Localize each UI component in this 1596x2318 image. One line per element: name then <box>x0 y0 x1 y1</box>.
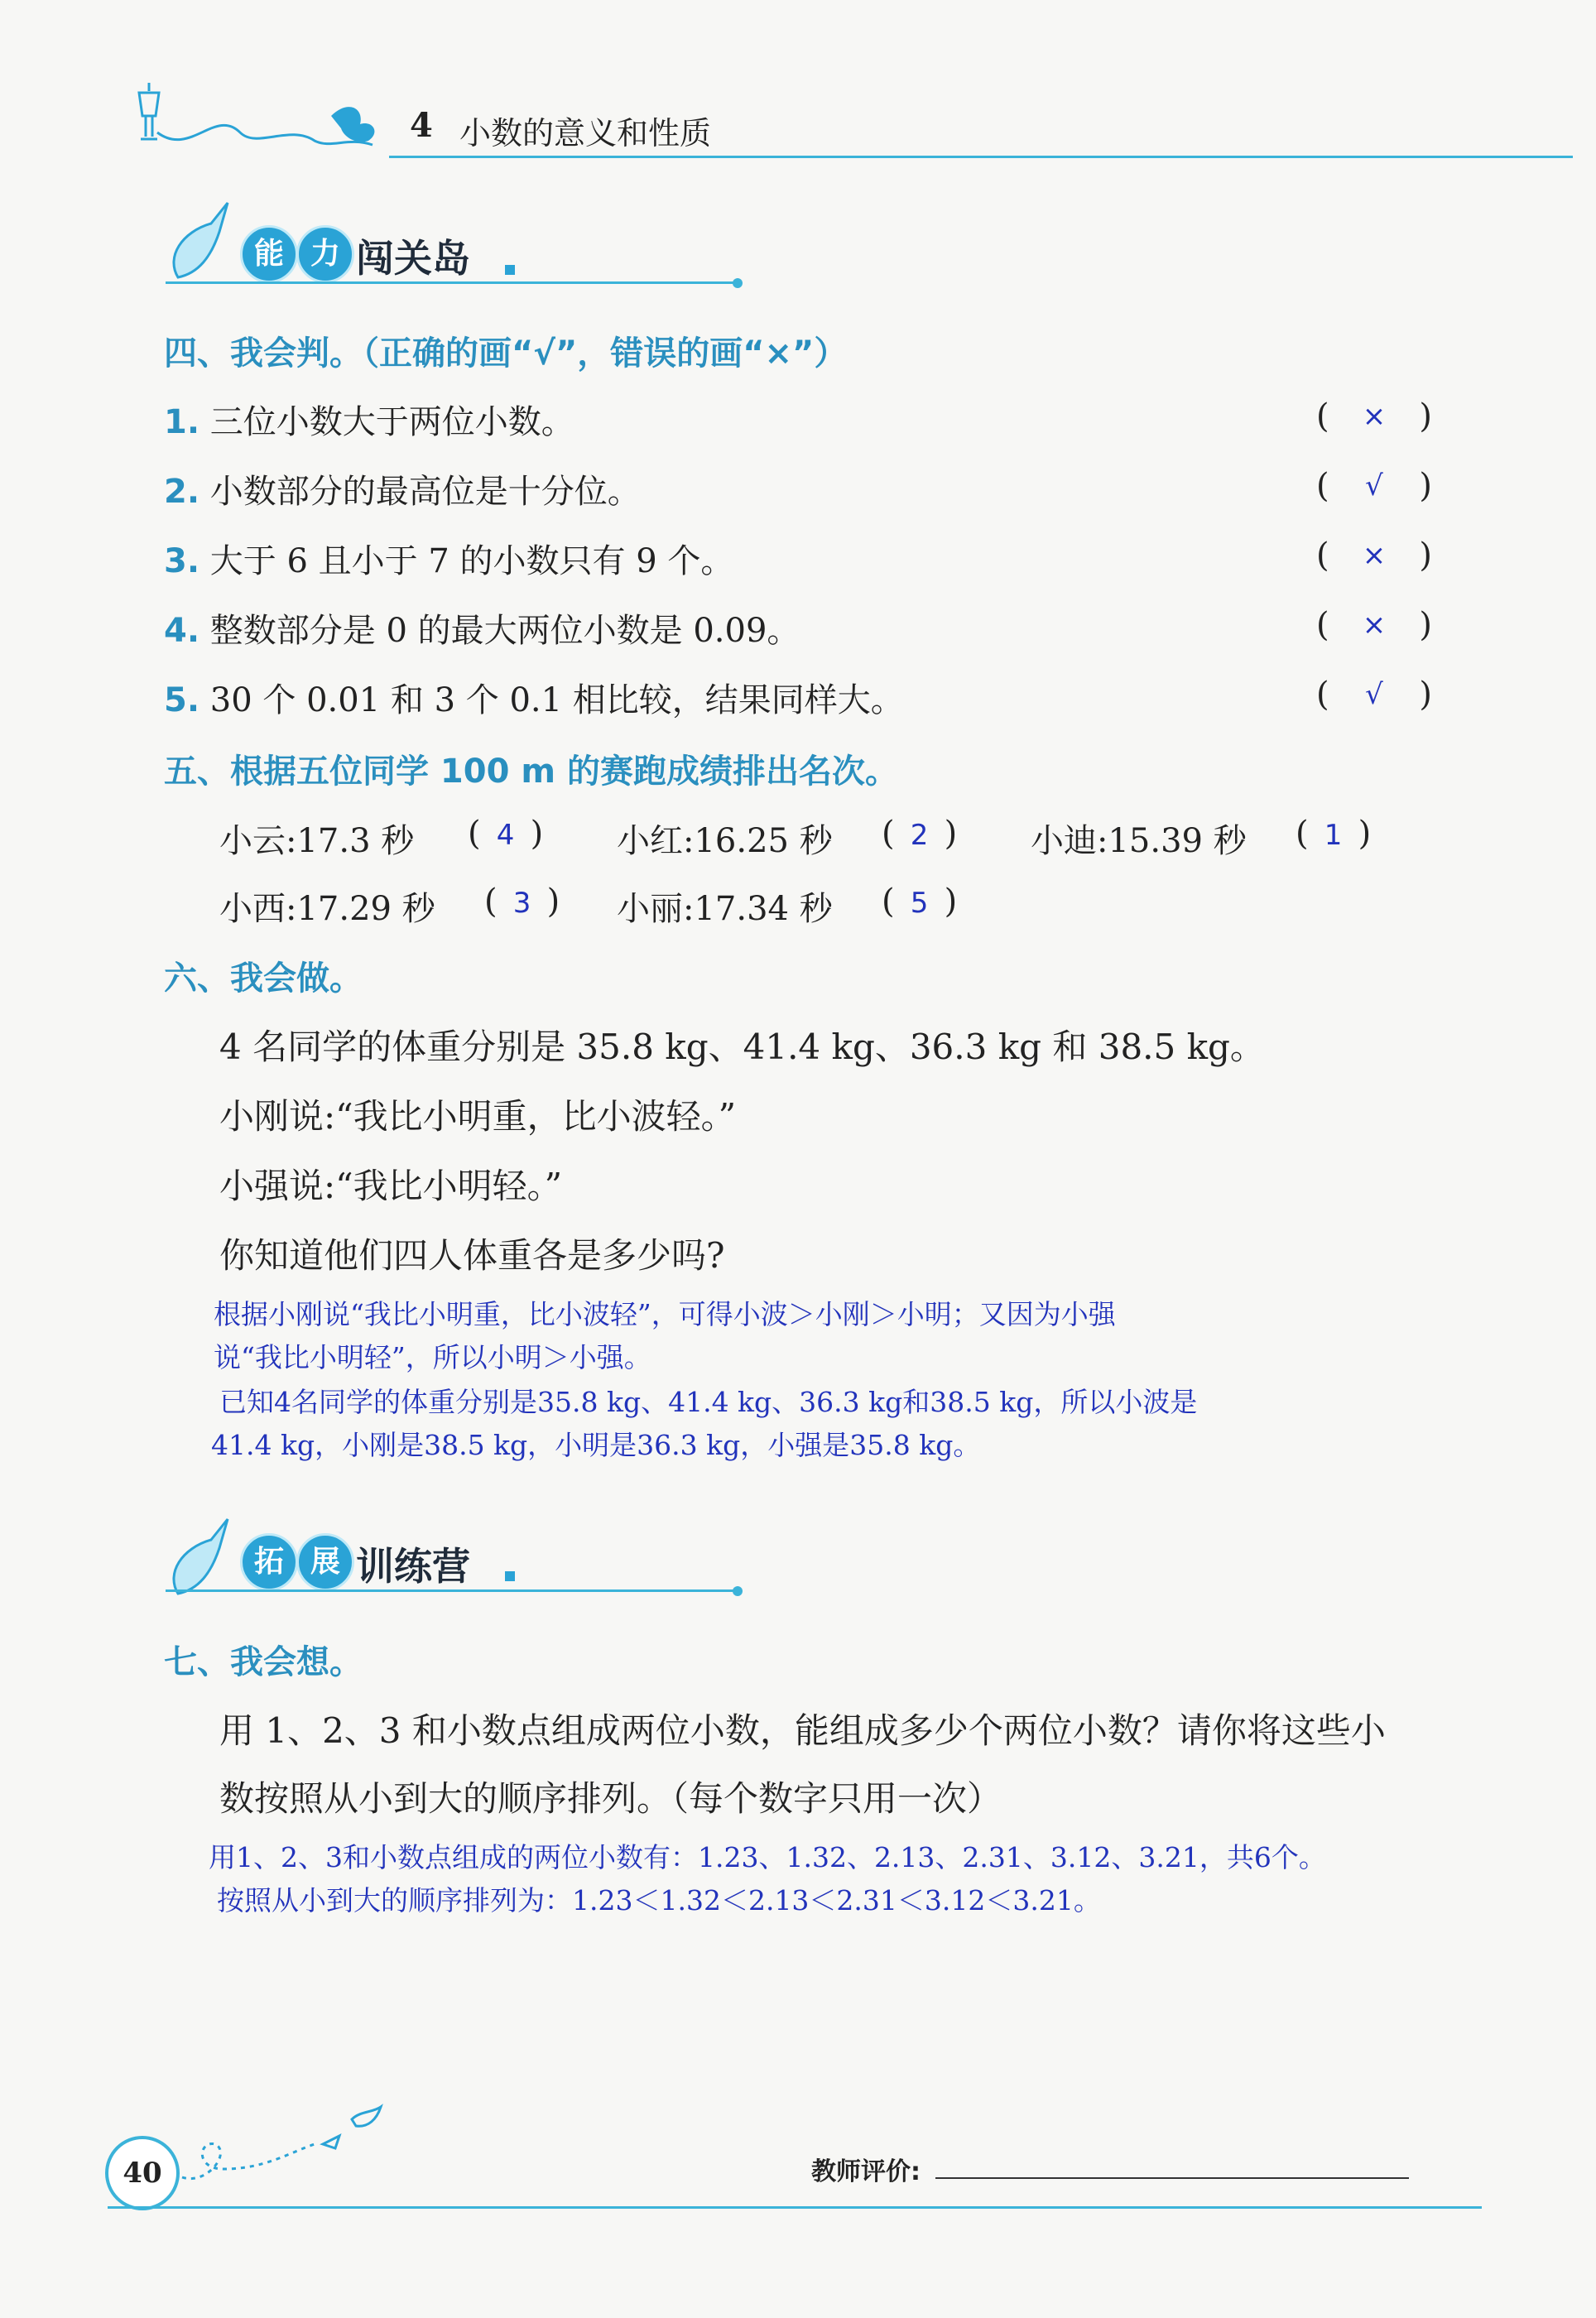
problem-line-1: 4 名同学的体重分别是 35.8 kg、41.4 kg、36.3 kg 和 38.5 kg。 <box>219 1027 1265 1067</box>
teacher-comment-label: 教师评价: <box>811 2157 921 2186</box>
problem-line-1: 用 1、2、3 和小数点组成两位小数，能组成多少个两位小数？请你将这些小 <box>219 1710 1386 1751</box>
brush-icon <box>161 1515 236 1606</box>
answer-paren-1: ( × ) <box>1316 397 1432 435</box>
rank-answer: 5 <box>910 887 929 920</box>
page-number: 40 <box>105 2136 180 2210</box>
item-number: 1. <box>164 403 200 441</box>
answer-paren-2: ( √ ) <box>1316 467 1432 505</box>
rank-answer: 2 <box>910 819 929 852</box>
answer-mark: × <box>1362 400 1387 433</box>
section-4-heading: 四、我会判。（正确的画“√”，错误的画“×”） <box>164 334 848 373</box>
banner-circle-1: 能 <box>240 225 298 283</box>
answer-line-2: 说“我比小明轻”，所以小明＞小强。 <box>214 1341 651 1373</box>
answer-paren-3: ( × ) <box>1316 536 1432 575</box>
rank-answer: 1 <box>1324 819 1343 852</box>
item-number: 4. <box>164 612 200 650</box>
judge-item-2 <box>164 465 641 512</box>
problem-line-2: 小刚说:“我比小明重，比小波轻。” <box>219 1096 737 1137</box>
runner-xiaodi <box>1031 815 1247 862</box>
banner-title-2: 训练营 <box>356 1544 470 1589</box>
answer-line-1: 根据小刚说“我比小明重，比小波轻”，可得小波＞小刚＞小明；又因为小强 <box>214 1298 1116 1330</box>
runner-xiaoxi <box>219 882 435 930</box>
problem-line-4: 你知道他们四人体重各是多少吗? <box>219 1235 725 1276</box>
judge-item-5 <box>164 674 904 721</box>
dotted-swirl-decoration-icon <box>174 2103 389 2194</box>
rank-answer: 4 <box>496 819 515 852</box>
item-text: 整数部分是 0 的最大两位小数是 0.09。 <box>209 612 800 650</box>
footer-rule <box>108 2206 1482 2209</box>
runner-xiaohong <box>617 815 833 862</box>
banner-square-1 <box>505 265 515 275</box>
runner-label: 小迪:15.39 秒 <box>1031 822 1247 860</box>
item-number: 3. <box>164 542 200 580</box>
chapter-title: 小数的意义和性质 <box>459 115 712 151</box>
banner-rule-1 <box>166 281 737 284</box>
answer-mark: √ <box>1365 678 1383 711</box>
problem-line-2: 数按照从小到大的顺序排列。（每个数字只用一次） <box>219 1778 1002 1819</box>
runner-label: 小云:17.3 秒 <box>219 822 415 860</box>
teacher-comment-line <box>935 2177 1409 2179</box>
answer-line-2: 按照从小到大的顺序排列为：1.23＜1.32＜2.13＜2.31＜3.12＜3.21。 <box>217 1884 1101 1916</box>
runner-label: 小红:16.25 秒 <box>617 822 833 860</box>
item-text: 小数部分的最高位是十分位。 <box>209 473 641 511</box>
item-number: 2. <box>164 473 200 511</box>
lamp-decoration-icon <box>124 75 397 157</box>
answer-line-1: 用1、2、3和小数点组成的两位小数有：1.23、1.32、2.13、2.31、3.12、3.21，共6个。 <box>209 1841 1326 1873</box>
rank-answer: 3 <box>512 887 531 920</box>
banner-rule-2 <box>166 1589 737 1592</box>
item-number: 5. <box>164 681 200 719</box>
section-5-heading: 五、根据五位同学 100 m 的赛跑成绩排出名次。 <box>164 753 898 791</box>
banner-circle-1: 拓 <box>240 1533 298 1591</box>
runner-label: 小丽:17.34 秒 <box>617 890 833 928</box>
banner-title-1: 闯关岛 <box>356 236 470 281</box>
banner-circle-2: 展 <box>296 1533 354 1591</box>
judge-item-4 <box>164 604 800 652</box>
item-text: 三位小数大于两位小数。 <box>209 403 574 441</box>
problem-line-3: 小强说:“我比小明轻。” <box>219 1166 563 1206</box>
section-6-heading: 六、我会做。 <box>164 959 363 998</box>
answer-mark: √ <box>1365 469 1383 503</box>
brush-icon <box>161 199 236 290</box>
answer-paren-5: ( √ ) <box>1316 676 1432 714</box>
answer-paren-4: ( × ) <box>1316 606 1432 644</box>
item-text: 30 个 0.01 和 3 个 0.1 相比较，结果同样大。 <box>209 681 904 719</box>
answer-line-4: 41.4 kg，小刚是38.5 kg，小明是36.3 kg，小强是35.8 kg。 <box>211 1429 981 1461</box>
answer-mark: × <box>1362 539 1387 572</box>
banner-dot-2 <box>733 1586 743 1596</box>
banner-dot-1 <box>733 278 743 288</box>
section-7-heading: 七、我会想。 <box>164 1643 363 1681</box>
answer-line-3: 已知4名同学的体重分别是35.8 kg、41.4 kg、36.3 kg和38.5 kg，所以小波是 <box>219 1386 1198 1418</box>
header-rule <box>389 156 1573 158</box>
runner-xiaoli <box>617 882 833 930</box>
chapter-number: 4 <box>410 106 433 145</box>
runner-xiaoyun <box>219 815 414 862</box>
judge-item-3 <box>164 535 733 582</box>
banner-circle-2: 力 <box>296 225 354 283</box>
banner-square-2 <box>505 1571 515 1581</box>
runner-label: 小西:17.29 秒 <box>219 890 435 928</box>
answer-mark: × <box>1362 608 1387 642</box>
judge-item-1 <box>164 396 574 443</box>
item-text: 大于 6 且小于 7 的小数只有 9 个。 <box>209 542 734 580</box>
